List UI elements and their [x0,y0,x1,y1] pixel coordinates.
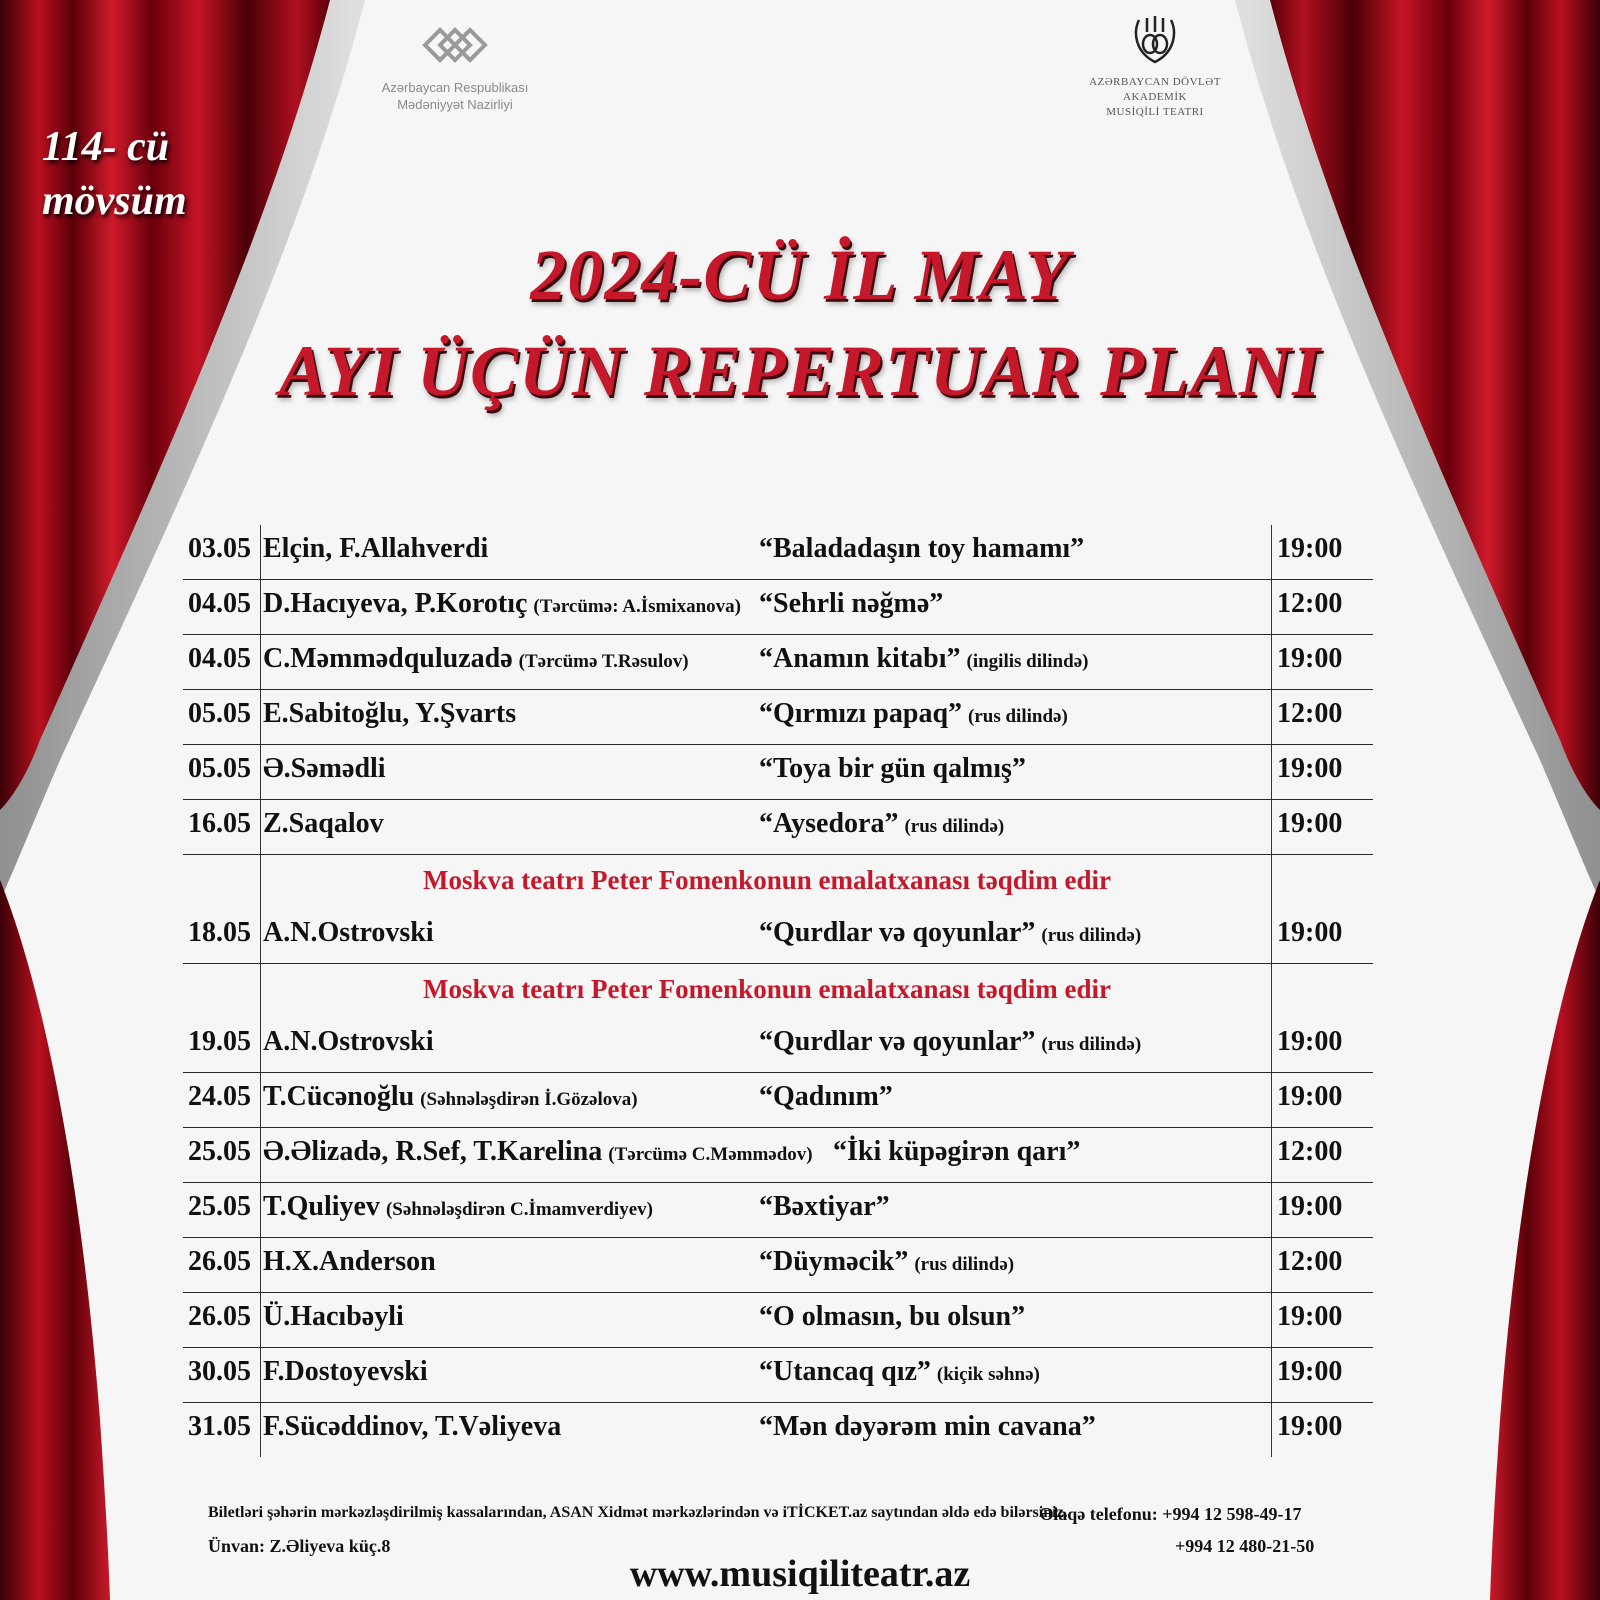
author-name: C.Məmmədquluzadə [263,643,513,674]
column-divider [260,525,261,579]
schedule-row [183,1073,1373,1128]
column-divider [1271,964,1272,1072]
performance-date: 05.05 [188,753,251,784]
column-divider [1271,1293,1272,1347]
column-divider [1271,855,1272,963]
title-cell [759,588,943,620]
play-title: “Toya bir gün qalmış” [759,753,1026,784]
column-divider [260,1238,261,1292]
schedule-row [183,1128,1373,1183]
show-time: 19:00 [1277,1026,1343,1057]
column-divider [1271,690,1272,744]
play-title: “Utancaq qız” [759,1356,931,1387]
author-name: H.X.Anderson [263,1246,436,1277]
author-cell [263,1356,428,1388]
performance-date: 31.05 [188,1411,251,1442]
column-divider [260,745,261,799]
performance-date: 16.05 [188,808,251,839]
author-name: T.Cücənoğlu [263,1081,415,1112]
author-cell [263,1136,813,1168]
author-cell [263,1191,653,1223]
performance-date: 25.05 [188,1191,251,1222]
schedule-row [183,580,1373,635]
column-divider [260,1293,261,1347]
play-title: “Düyməcik” [759,1246,909,1277]
title-cell [759,1246,1014,1278]
schedule-row [183,525,1373,580]
author-name: D.Hacıyeva, P.Korotıç [263,588,528,619]
author-cell [263,753,386,785]
column-divider [260,1403,261,1457]
author-name: Ə.Əlizadə, R.Sef, T.Karelina [263,1136,603,1167]
show-time: 19:00 [1277,808,1343,839]
language-note: (rus dilində) [1041,925,1142,946]
title-cell [759,643,1088,675]
author-name: Ü.Hacıbəyli [263,1301,404,1332]
show-time: 19:00 [1277,1081,1343,1112]
schedule-row [183,964,1373,1073]
show-time: 19:00 [1277,1356,1343,1387]
author-name: T.Quliyev [263,1191,380,1222]
phone-line-1 [1040,1504,1302,1525]
schedule-row [183,1348,1373,1403]
play-title: “Sehrli nəğmə” [759,588,944,619]
play-title: “Qırmızı papaq” [759,698,963,729]
schedule-row [183,1293,1373,1348]
author-note: (Tərcümə C.Məmmədov) [608,1144,813,1165]
title-cell [759,753,1026,785]
show-time: 19:00 [1277,1301,1343,1332]
show-time: 12:00 [1277,588,1343,619]
column-divider [260,964,261,1072]
author-name: F.Dostoyevski [263,1356,428,1387]
schedule-row [183,690,1373,745]
column-divider [260,690,261,744]
title-cell [759,808,1004,840]
lyre-masks-icon [1127,12,1183,68]
title-cell [759,1301,1025,1333]
phone-number-1: +994 12 598-49-17 [1162,1504,1302,1524]
ticket-info: Biletləri şəhərin mərkəzləşdirilmiş kassalarından, ASAN Xidmət mərkəzlərindən və iTİCKET.az saytından əldə edə bilərsiniz. [208,1504,1068,1521]
performance-date: 25.05 [188,1136,251,1167]
play-title: “Qadınım” [759,1081,893,1112]
headline-line2: AYI ÜÇÜN REPERTUAR PLANI [278,331,1322,411]
author-name: A.N.Ostrovski [263,1026,434,1057]
play-title: “Anamın kitabı” [759,643,961,674]
play-title: “İki küpəgirən qarı” [833,1136,1081,1167]
column-divider [260,1183,261,1237]
author-note: (Səhnələşdirən C.İmamverdiyev) [385,1199,653,1220]
performance-date: 30.05 [188,1356,251,1387]
author-cell [263,588,741,620]
author-note: (Səhnələşdirən İ.Gözəlova) [420,1089,638,1110]
column-divider [260,1128,261,1182]
language-note: (ingilis dilində) [966,651,1089,672]
language-note: (rus dilində) [904,816,1005,837]
show-time: 19:00 [1277,533,1343,564]
column-divider [260,580,261,634]
schedule-row [183,635,1373,690]
website-link[interactable]: www.musiqiliteatr.az [629,1553,971,1595]
column-divider [260,800,261,854]
performance-date: 26.05 [188,1246,251,1277]
column-divider [1271,1403,1272,1457]
theatre-name-line2: AKADEMİK [1123,91,1187,103]
title-cell [833,1136,1080,1168]
title-cell [759,533,1084,565]
author-name: Ə.Səmədli [263,753,386,784]
column-divider [1271,1183,1272,1237]
ministry-name-line2: Mədəniyyət Nazirliyi [397,97,513,112]
show-time: 19:00 [1277,643,1343,674]
language-note: (rus dilində) [914,1254,1015,1275]
performance-date: 04.05 [188,643,251,674]
theatre-name-line3: MUSİQİLİ TEATRI [1106,106,1204,118]
phone-label: Əlaqə telefonu: [1040,1504,1158,1524]
author-cell [263,917,434,949]
ministry-name-line1: Azərbaycan Respublikası [381,80,529,95]
play-title: “Bəxtiyar” [759,1191,890,1222]
column-divider [1271,800,1272,854]
author-note: (Tərcümə T.Rəsulov) [518,651,689,672]
column-divider [260,1348,261,1402]
author-cell [263,698,516,730]
phone-number-2: +994 12 480-21-50 [1175,1536,1315,1556]
show-time: 19:00 [1277,1411,1343,1442]
show-time: 12:00 [1277,1136,1343,1167]
schedule-row [183,1238,1373,1293]
show-time: 19:00 [1277,1191,1343,1222]
theatre-name-line1: AZƏRBAYCAN DÖVLƏT [1089,76,1221,88]
performance-date: 04.05 [188,588,251,619]
author-name: F.Sücəddinov, T.Vəliyeva [263,1411,562,1442]
headline-line1: 2024-CÜ İL MAY [530,235,1070,315]
performance-date: 05.05 [188,698,251,729]
column-divider [1271,1128,1272,1182]
play-title: “Qurdlar və qoyunlar” [759,1026,1036,1057]
title-cell [759,1191,890,1223]
presenter-note: Moskva teatrı Peter Fomenkonun emalatxanası təqdim edir [423,974,1111,1004]
author-cell [263,1081,638,1113]
column-divider [1271,1348,1272,1402]
author-cell [263,1246,436,1278]
schedule-row [183,1403,1373,1457]
author-cell [263,533,488,565]
author-name: E.Sabitoğlu, Y.Şvarts [263,698,517,729]
season-label [42,120,262,228]
author-cell [263,1026,434,1058]
season-word: mövsüm [42,178,187,224]
language-note: (kiçik səhnə) [936,1364,1040,1385]
theatre-logo [1075,12,1235,120]
column-divider [1271,525,1272,579]
performance-date: 24.05 [188,1081,251,1112]
show-time: 19:00 [1277,917,1343,948]
author-cell [263,808,384,840]
title-cell [759,1411,1096,1443]
column-divider [1271,1073,1272,1127]
title-cell [759,698,1068,730]
performance-date: 03.05 [188,533,251,564]
column-divider [1271,580,1272,634]
play-title: “Mən dəyərəm min cavana” [759,1411,1096,1442]
play-title: “O olmasın, bu olsun” [759,1301,1026,1332]
column-divider [260,1073,261,1127]
author-name: A.N.Ostrovski [263,917,434,948]
column-divider [1271,745,1272,799]
column-divider [260,855,261,963]
language-note: (rus dilində) [968,706,1068,727]
title-cell [759,917,1141,949]
season-number: 114- cü [42,124,170,170]
show-time: 12:00 [1277,1246,1343,1277]
author-name: Z.Saqalov [263,808,384,839]
language-note: (rus dilində) [1041,1034,1142,1055]
author-cell [263,643,689,675]
show-time: 12:00 [1277,698,1343,729]
show-time: 19:00 [1277,753,1343,784]
play-title: “Aysedora” [759,808,899,839]
author-note: (Tərcümə: A.İsmixanova) [533,596,741,617]
column-divider [1271,1238,1272,1292]
play-title: “Baladadaşın toy hamamı” [759,533,1085,564]
author-cell [263,1411,561,1443]
author-name: Elçin, F.Allahverdi [263,533,489,564]
knot-ornament-icon [415,20,495,70]
address: Ünvan: Z.Əliyeva küç.8 [208,1536,391,1556]
schedule-row [183,745,1373,800]
performance-date: 19.05 [188,1026,251,1057]
ministry-logo [360,20,550,113]
column-divider [260,635,261,689]
title-cell [759,1081,893,1113]
play-title: “Qurdlar və qoyunlar” [759,917,1036,948]
column-divider [1271,635,1272,689]
schedule-row [183,855,1373,964]
title-cell [759,1026,1141,1058]
presenter-note: Moskva teatrı Peter Fomenkonun emalatxanası təqdim edir [423,865,1111,895]
performance-date: 26.05 [188,1301,251,1332]
performance-date: 18.05 [188,917,251,948]
schedule-row [183,800,1373,855]
schedule-row [183,1183,1373,1238]
author-cell [263,1301,404,1333]
repertoire-schedule [183,525,1373,1457]
title-cell [759,1356,1040,1388]
